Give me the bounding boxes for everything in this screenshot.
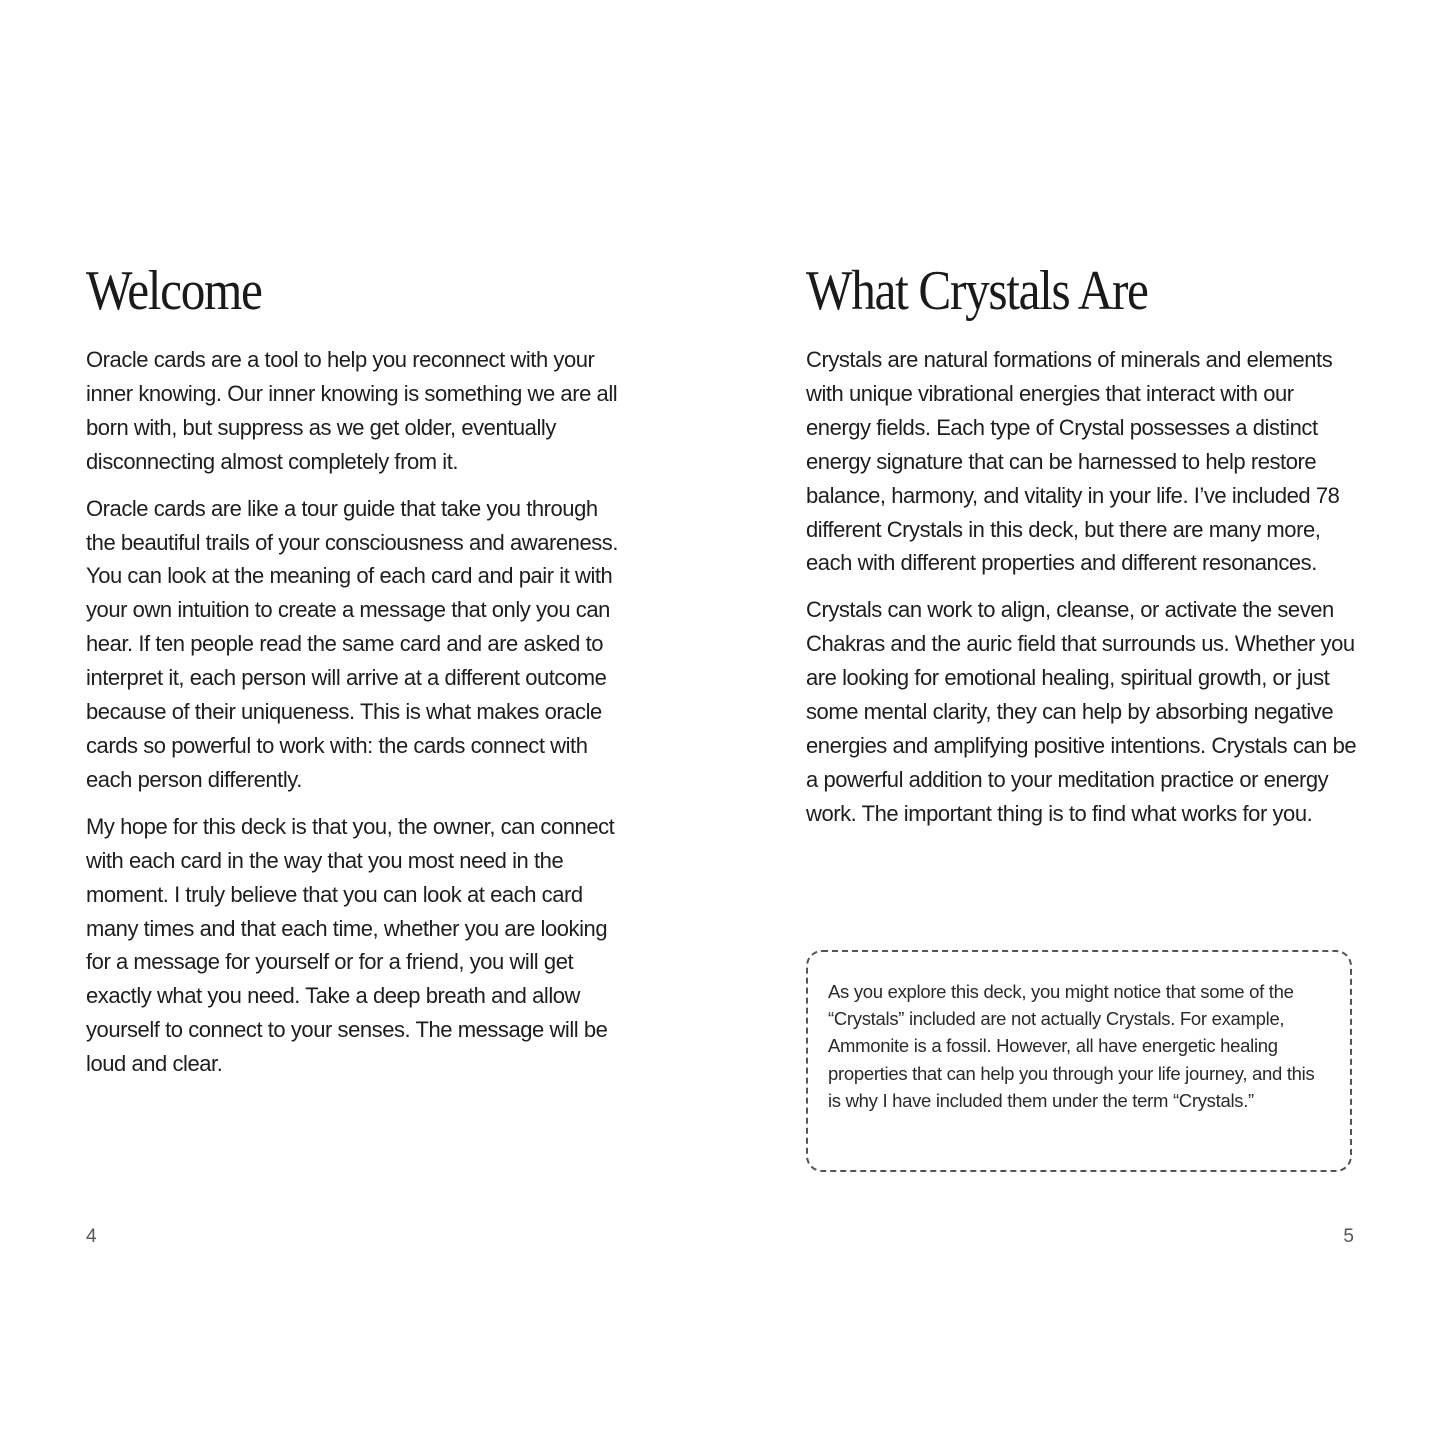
paragraph: Crystals can work to align, cleanse, or activate the seven Chakras and the auric field that surrounds us. Whether you are looking for emotional healing, spiritual growth, or just some mental clarity, they can help by absorbing negative energies and amplifying positive intentions. Crystals can be a powerful addition to your meditation practice or energy work. The important thing is to find what works for you. [806,597,1357,826]
crystals-body [806,343,1362,844]
callout-text: As you explore this deck, you might notice that some of the “Crystals” included are not actually Crystals. For example, Ammonite is a fossil. However, all have energetic healing properties that can help you through your life journey, and this is why I have included them under the term “Crystals.” [828,981,1315,1111]
page-number-right: 5 [1343,1226,1354,1247]
paragraph: Oracle cards are like a tour guide that take you through the beautiful trails of your consciousness and awareness. You can look at the meaning of each card and pair it with your own intuition to create a message that only you can hear. If ten people read the same card and are asked to interpret it, each person will arrive at a different outcome because of their uniqueness. This is what makes oracle cards so powerful to work with: the cards connect with each person differently. [86,495,618,792]
welcome-body [86,343,631,1094]
page-title-welcome: Welcome [86,260,262,322]
paragraph: Crystals are natural formations of minerals and elements with unique vibrational energies that interact with our energy fields. Each type of Crystal possesses a distinct energy signature that can be harnessed to help restore balance, harmony, and vitality in your life. I’ve included 78 different Crystals in this deck, but there are many more, each with different properties and different resonances. [806,347,1340,576]
page-title-what-crystals-are: What Crystals Are [806,260,1148,322]
page-number-left: 4 [86,1226,97,1247]
paragraph: My hope for this deck is that you, the owner, can connect with each card in the way that you most need in the moment. I truly believe that you can look at each card many times and that each time, whether you are looking for a message for yourself or for a friend, you will get exactly what you need. Take a deep breath and allow yourself to connect to your senses. The message will be loud and clear. [86,813,615,1077]
paragraph: Oracle cards are a tool to help you reconnect with your inner knowing. Our inner knowing is something we are all born with, but suppress as we get older, eventually disconnecting almost completely from it. [86,347,618,474]
note-callout-box [806,950,1352,1172]
right-page [720,0,1440,1440]
